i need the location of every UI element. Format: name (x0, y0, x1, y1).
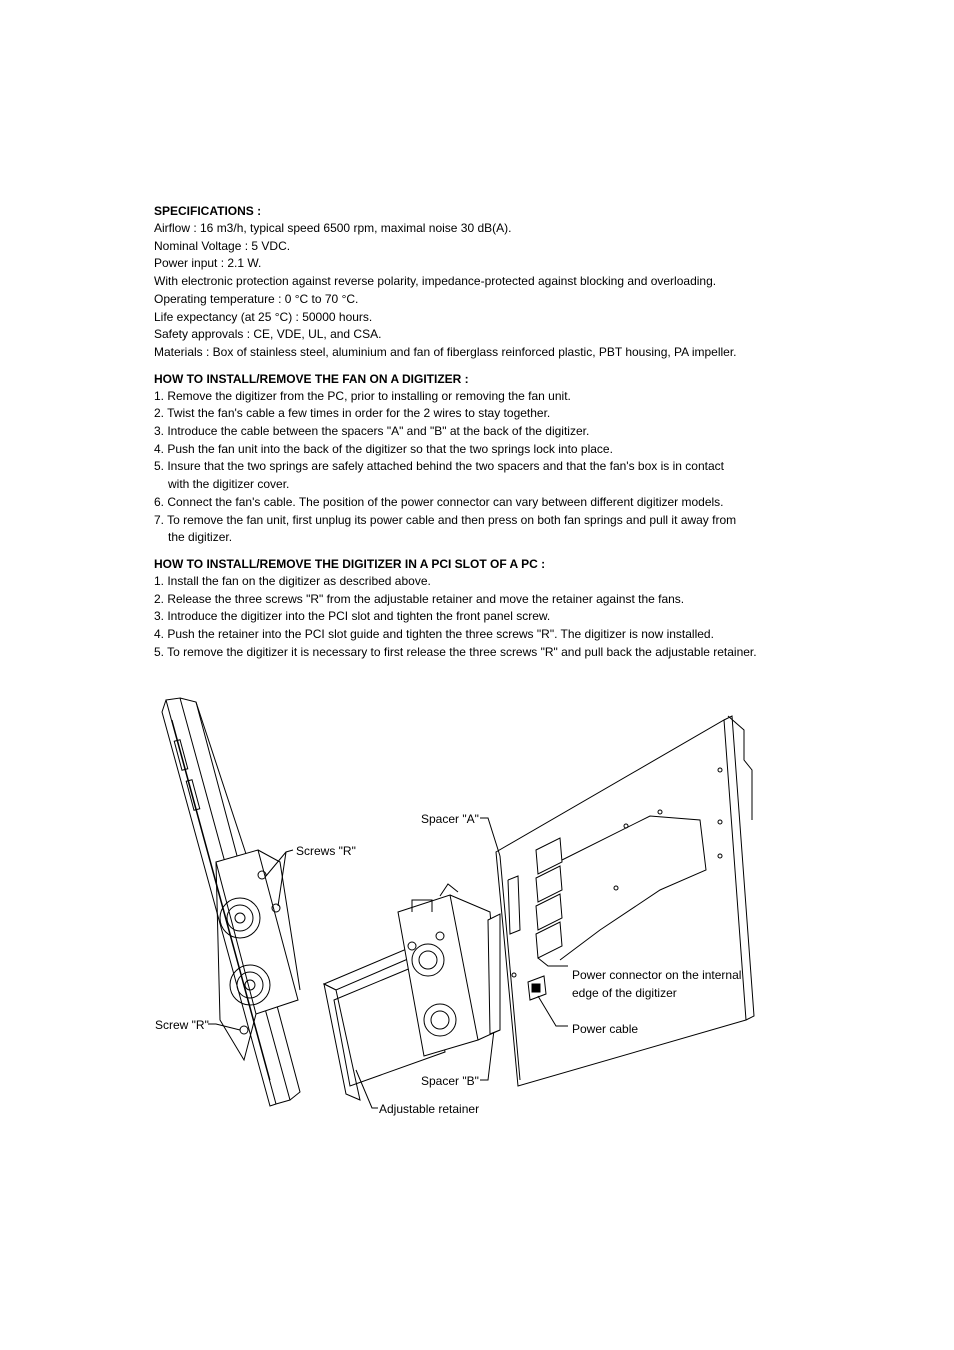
label-power-connector-line1: Power connector on the internal (572, 968, 742, 982)
digitizer-step: 1. Install the fan on the digitizer as described above. (154, 573, 431, 588)
fan-install-heading: HOW TO INSTALL/REMOVE THE FAN ON A DIGITIZER : (154, 371, 469, 386)
label-spacer-b: Spacer "B" (421, 1074, 479, 1088)
digitizer-install-heading: HOW TO INSTALL/REMOVE THE DIGITIZER IN A PCI SLOT OF A PC : (154, 556, 546, 571)
label-screw-r: Screw "R" (155, 1018, 209, 1032)
fan-step-continuation: the digitizer. (168, 530, 233, 545)
digitizer-step: 5. To remove the digitizer it is necessary to first release the three screws "R" and pull back the adjustable retainer. (154, 644, 757, 659)
leader-spacer-a (480, 818, 500, 856)
spec-line: With electronic protection against reverse polarity, impedance-protected against blocking and overloading. (154, 274, 717, 289)
fan-step: 2. Twist the fan's cable a few times in order for the 2 wires to stay together. (154, 406, 551, 421)
digitizer-step: 2. Release the three screws "R" from the adjustable retainer and move the retainer against the fans. (154, 591, 685, 606)
spec-line: Safety approvals : CE, VDE, UL, and CSA. (154, 327, 382, 342)
fan-step: 7. To remove the fan unit, first unplug its power cable and then press on both fan springs and pull it away from (154, 512, 737, 527)
fan-step: 5. Insure that the two springs are safely attached behind the two spacers and that the fan's box is in contact (154, 459, 724, 474)
fan-step: 4. Push the fan unit into the back of the digitizer so that the two springs lock into place. (154, 441, 613, 456)
fan-step: 3. Introduce the cable between the spacers "A" and "B" at the back of the digitizer. (154, 424, 590, 439)
fan-step: 6. Connect the fan's cable. The position of the power connector can vary between different digitizer models. (154, 494, 724, 509)
label-power-connector-line2: edge of the digitizer (572, 986, 677, 1000)
spec-line: Nominal Voltage : 5 VDC. (154, 238, 291, 253)
digitizer-step: 4. Push the retainer into the PCI slot guide and tighten the three screws "R". The digitizer is now installed. (154, 627, 714, 642)
spec-line: Materials : Box of stainless steel, aluminium and fan of fiberglass reinforced plastic, PBT housing, PA impeller. (154, 344, 737, 359)
center-fan-unit (324, 884, 500, 1100)
leader-adjustable-retainer (356, 1070, 378, 1108)
spec-line: Airflow : 16 m3/h, typical speed 6500 rpm, maximal noise 30 dB(A). (154, 221, 512, 235)
label-power-cable: Power cable (572, 1022, 639, 1036)
label-screws-r: Screws "R" (296, 844, 356, 858)
leader-screws-r (266, 850, 293, 876)
specifications-heading: SPECIFICATIONS : (154, 204, 262, 218)
leader-spacer-b (480, 1030, 494, 1080)
label-spacer-a: Spacer "A" (421, 812, 479, 826)
spec-line: Power input : 2.1 W. (154, 256, 262, 271)
label-adjustable-retainer: Adjustable retainer (379, 1102, 480, 1116)
spec-line: Life expectancy (at 25 °C) : 50000 hours. (154, 309, 373, 324)
fan-step-continuation: with the digitizer cover. (168, 477, 290, 492)
spacer-strip (488, 914, 500, 1034)
digitizer-step: 3. Introduce the digitizer into the PCI slot and tighten the front panel screw. (154, 609, 551, 624)
fan-step: 1. Remove the digitizer from the PC, prior to installing or removing the fan unit. (154, 388, 571, 403)
spec-line: Operating temperature : 0 °C to 70 °C. (154, 291, 359, 306)
